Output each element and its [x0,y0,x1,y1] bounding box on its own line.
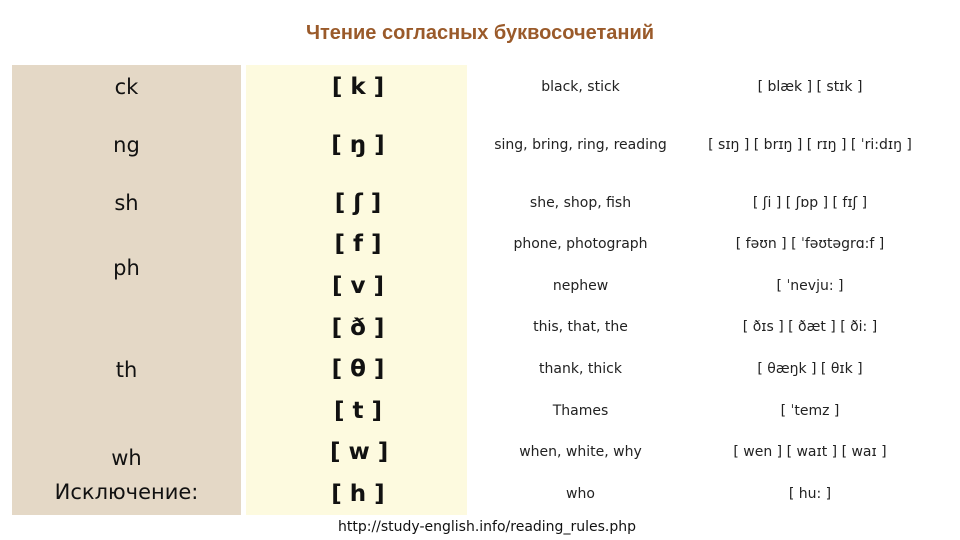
sound-f: [ f ] [334,231,382,257]
combination-wh: wh [111,446,142,470]
sound-dh: [ ð ] [331,315,385,341]
example-words-sh: she, shop, fish [529,195,632,211]
combination-ph: ph [113,256,140,280]
page-title: Чтение согласных буквосочетаний [305,22,655,44]
source-link[interactable]: http://study-english.info/reading_rules.php [338,519,636,535]
sound-ng: [ ŋ ] [331,132,385,158]
transcription-sh: [ ʃi ] [ ʃɒp ] [ fɪʃ ] [752,195,868,211]
transcription-th-voiceless: [ θæŋk ] [ θɪk ] [757,361,863,377]
sound-k: [ k ] [331,74,385,100]
sound-t: [ t ] [333,398,383,424]
exception-label: Исключение: [54,480,199,504]
example-words-ck: black, stick [541,79,620,95]
sound-h: [ h ] [331,481,385,507]
combination-sh: sh [114,191,139,215]
transcription-th-t: [ ˈtemz ] [780,403,840,419]
sound-sh: [ ʃ ] [334,190,382,216]
sound-w: [ w ] [330,439,389,465]
example-words-who: who [566,486,595,502]
transcription-th-voiced: [ ðɪs ] [ ðæt ] [ ði: ] [742,319,878,335]
transcription-wh: [ wen ] [ waɪt ] [ waɪ ] [733,444,887,460]
combination-ng: ng [113,133,140,157]
transcription-ng: [ sɪŋ ] [ brɪŋ ] [ rɪŋ ] [ ˈri:dɪŋ ] [708,137,912,153]
example-words-th-t: Thames [552,403,609,419]
transcription-ph: [ fəʊn ] [ ˈfəʊtəgrɑ:f ] [735,236,885,252]
combination-ck: ck [114,75,139,99]
example-words-wh: when, white, why [519,444,642,460]
combination-th: th [115,358,138,382]
sound-v: [ v ] [331,273,385,299]
transcription-ck: [ blæk ] [ stɪk ] [757,79,863,95]
example-words-ng: sing, bring, ring, reading [494,137,667,153]
example-words-th-voiceless: thank, thick [539,361,622,377]
example-words-th-voiced: this, that, the [533,319,628,335]
sound-th: [ θ ] [331,356,385,382]
transcription-ph-v: [ ˈnevju: ] [776,278,844,294]
example-words-ph-v: nephew [552,278,609,294]
example-words-ph: phone, photograph [513,236,648,252]
transcription-who: [ hu: ] [788,486,832,502]
